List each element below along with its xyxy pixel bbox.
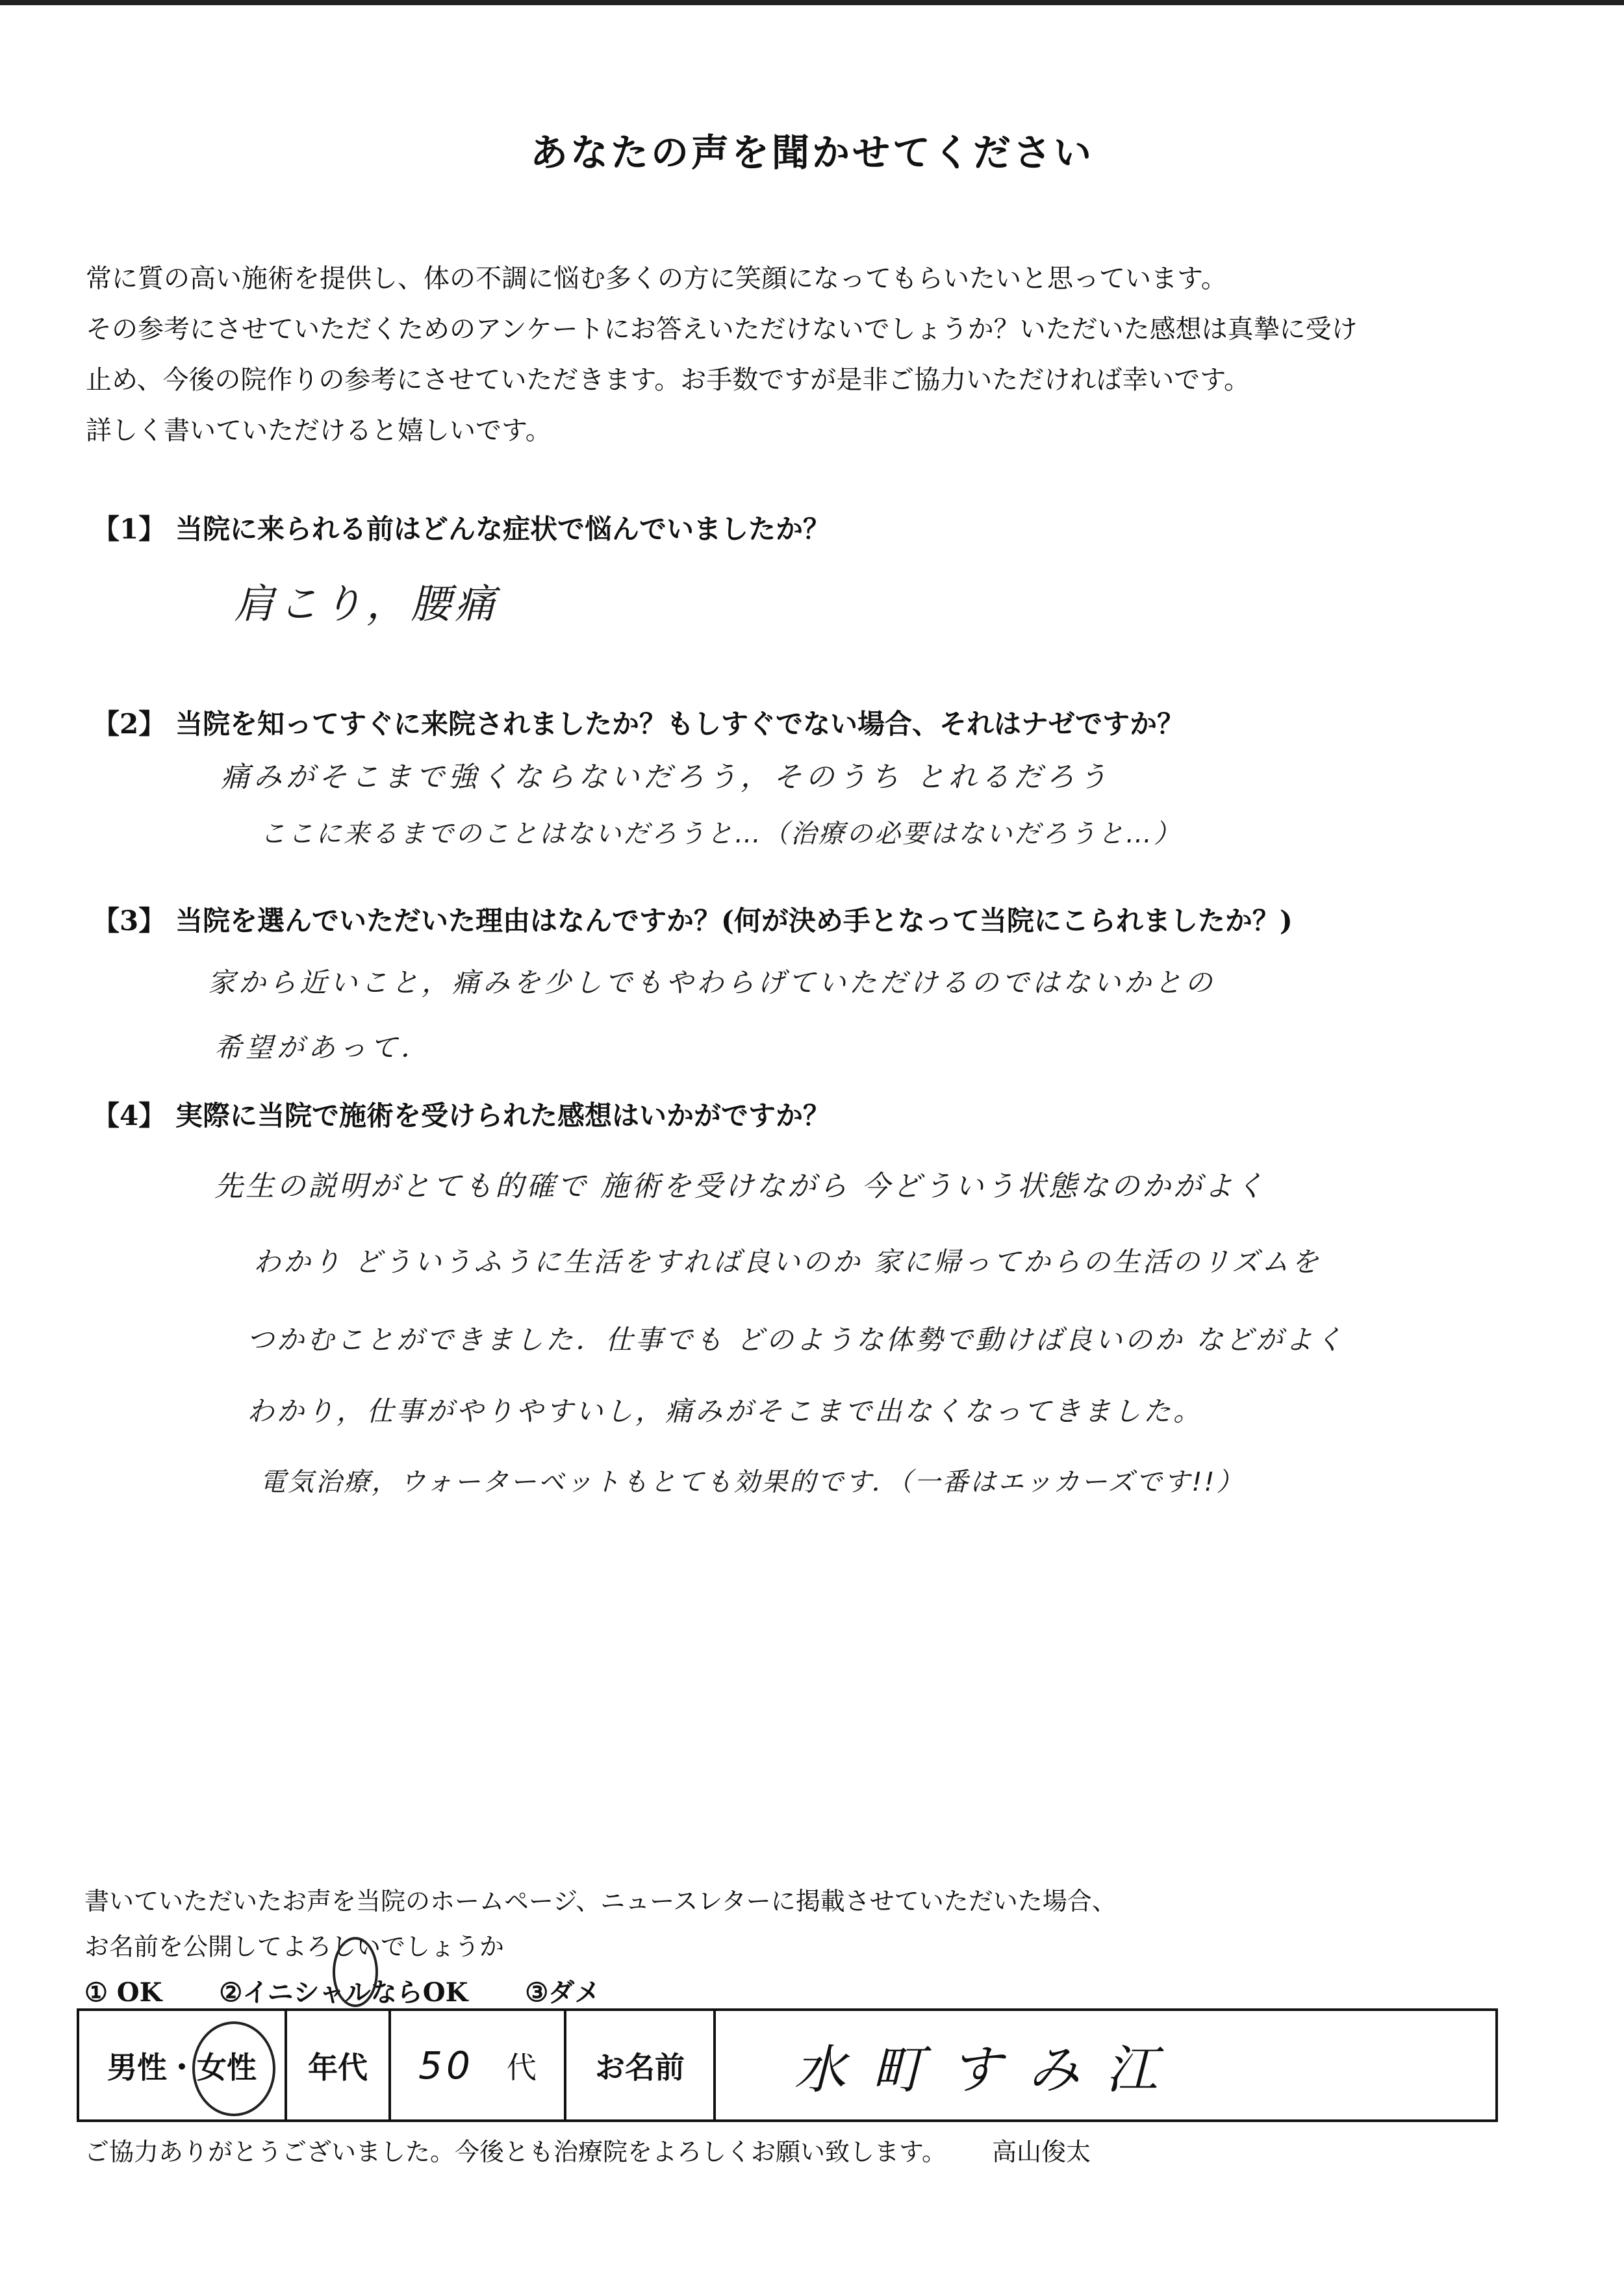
answer-1-line: 肩こり，腰痛 <box>234 580 500 627</box>
consent-option-ok[interactable]: ① OK <box>84 1977 162 2008</box>
question-text: 当院を知ってすぐに来院されましたか？もしすぐでない場合、それはナゼですか？ <box>175 708 1185 740</box>
question-number: 【4】 <box>92 1100 166 1132</box>
answer-3-line: 希望があって． <box>214 1031 432 1063</box>
question-text: 当院を選んでいただいた理由はなんですか？(何が決め手となって当院にこられましたか？) <box>175 905 1293 937</box>
age-value: 50 <box>418 2043 474 2088</box>
answer-4-line: 電気治療，ウォーターベットもとても効果的です．（一番はエッカーズです!!） <box>260 1467 1245 1497</box>
age-suffix: 代 <box>506 2049 537 2085</box>
question-text: 実際に当院で施術を受けられた感想はいかがですか？ <box>175 1100 831 1132</box>
gender-label: 男性・女性 <box>107 2049 257 2085</box>
name-value-cell[interactable] <box>716 2011 1495 2119</box>
answer-4-line: わかり どういうふうに生活をすれば良いのか 家に帰ってからの生活のリズムを <box>253 1246 1321 1278</box>
option-circle-mark <box>333 1937 378 2007</box>
answer-4-line: 先生の説明がとても的確で 施術を受けながら 今どういう状態なのかがよく <box>214 1170 1267 1203</box>
age-label-cell <box>287 2011 391 2119</box>
intro-paragraph <box>86 253 1554 456</box>
answer-3-line: 家から近いこと，痛みを少しでもやわらげていただけるのではないかとの <box>208 967 1216 998</box>
intro-line: 詳しく書いていただけると嬉しいです。 <box>86 416 552 446</box>
question-4 <box>92 1094 830 1133</box>
question-2 <box>92 703 1184 742</box>
consent-option-no[interactable]: ③ダメ <box>525 1977 601 2008</box>
age-label: 年代 <box>308 2049 368 2085</box>
thanks-text: ご協力ありがとうございました。今後とも治療院をよろしくお願い致します。 <box>84 2138 946 2166</box>
intro-line: その参考にさせていただくためのアンケートにお答えいただけないでしょうか？いただいた感想は真摯に受け <box>86 314 1358 344</box>
consent-question-line: 書いていただいたお声を当院のホームページ、ニュースレターに掲載させていただいた場合、 <box>84 1887 1117 1916</box>
question-1 <box>92 508 830 547</box>
name-label-cell <box>566 2011 716 2119</box>
footer-thanks <box>84 2132 1091 2168</box>
name-value: 水町すみ江 <box>794 2040 1184 2100</box>
scan-top-edge <box>0 0 1624 5</box>
question-number: 【1】 <box>92 513 166 545</box>
intro-line: 常に質の高い施術を提供し、体の不調に悩む多くの方に笑顔になってもらいたいと思っています。 <box>86 264 1227 294</box>
page-title: あなたの声を聞かせてください <box>529 131 1094 175</box>
answer-2-line: ここに来るまでのことはないだろうと…（治療の必要はないだろうと…） <box>260 819 1182 849</box>
consent-question-line: お名前を公開してよろしいでしょうか <box>84 1932 505 1961</box>
question-text: 当院に来られる前はどんな症状で悩んでいましたか？ <box>175 513 831 545</box>
consent-option-initial[interactable]: ②イニシャルならOK <box>219 1977 468 2008</box>
answer-4-line: わかり，仕事がやりやすいし，痛みがそこまで出なくなってきました。 <box>247 1395 1204 1427</box>
gender-circle-mark <box>192 2021 275 2116</box>
answer-4-line: つかむことができました．仕事でも どのような体勢で動けば良いのか などがよく <box>247 1324 1345 1356</box>
age-value-cell[interactable] <box>391 2011 566 2119</box>
question-number: 【3】 <box>92 905 166 937</box>
question-3 <box>92 900 1293 939</box>
signature: 高山俊太 <box>991 2138 1091 2166</box>
respondent-info-table <box>77 2008 1498 2122</box>
answer-2-line: 痛みがそこまで強くならないだろう，そのうち とれるだろう <box>221 761 1111 794</box>
name-label: お名前 <box>595 2049 685 2085</box>
intro-line: 止め、今後の院作りの参考にさせていただきます。お手数ですが是非ご協力いただければ幸いです。 <box>86 365 1250 395</box>
question-number: 【2】 <box>92 708 166 740</box>
